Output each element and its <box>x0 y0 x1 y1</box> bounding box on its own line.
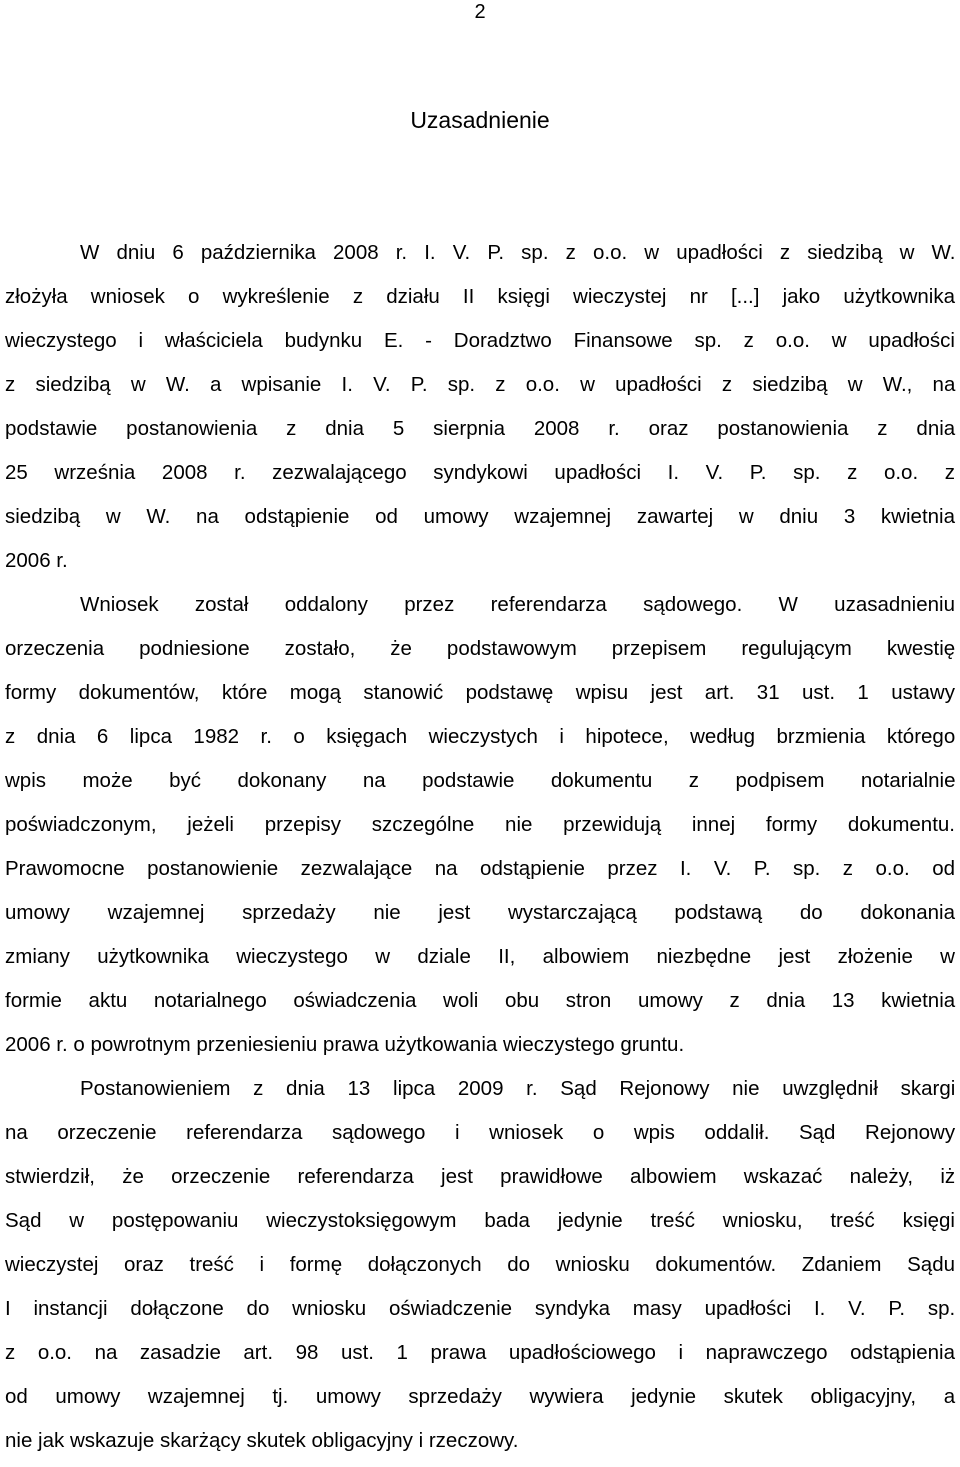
paragraph-1 <box>5 231 955 583</box>
paragraph-2 <box>5 583 955 1067</box>
text-line: wieczystego i właściciela budynku E. - Doradztwo Finansowe sp. z o.o. w upadłości <box>5 329 955 352</box>
text-line: Prawomocne postanowienie zezwalające na odstąpienie przez I. V. P. sp. z o.o. od <box>5 857 955 880</box>
text-line: W dniu 6 października 2008 r. I. V. P. sp. z o.o. w upadłości z siedzibą w W. <box>80 241 956 264</box>
text-line: z siedzibą w W. a wpisanie I. V. P. sp. z o.o. w upadłości z siedzibą w W., na <box>5 373 956 396</box>
text-line: stwierdził, że orzeczenie referendarza jest prawidłowe albowiem wskazać należy, iż <box>5 1165 956 1188</box>
text-line: 2006 r. o powrotnym przeniesieniu prawa użytkowania wieczystego gruntu. <box>5 1033 685 1056</box>
text-line: formie aktu notarialnego oświadczenia woli obu stron umowy z dnia 13 kwietnia <box>5 989 956 1012</box>
text-line: wpis może być dokonany na podstawie dokumentu z podpisem notarialnie <box>5 769 956 792</box>
text-line: wieczystej oraz treść i formę dołączonych do wniosku dokumentów. Zdaniem Sądu <box>5 1253 955 1276</box>
text-line: formy dokumentów, które mogą stanowić podstawę wpisu jest art. 31 ust. 1 ustawy <box>5 681 955 704</box>
text-line: poświadczonym, jeżeli przepisy szczególne nie przewidują innej formy dokumentu. <box>5 813 955 836</box>
paragraph-3 <box>5 1067 955 1463</box>
page-number: 2 <box>474 1 486 23</box>
text-line: na orzeczenie referendarza sądowego i wniosek o wpis oddalił. Sąd Rejonowy <box>5 1121 956 1144</box>
text-line: Postanowieniem z dnia 13 lipca 2009 r. Sąd Rejonowy nie uwzględnił skargi <box>80 1077 956 1100</box>
text-line: od umowy wzajemnej tj. umowy sprzedaży wywiera jedynie skutek obligacyjny, a <box>5 1385 956 1408</box>
text-line: orzeczenia podniesione zostało, że podstawowym przepisem regulującym kwestię <box>5 637 956 660</box>
text-line: podstawie postanowienia z dnia 5 sierpnia 2008 r. oraz postanowienia z dnia <box>5 417 956 440</box>
text-line: złożyła wniosek o wykreślenie z działu II księgi wieczystej nr [...] jako użytkownika <box>5 285 955 308</box>
text-line: Sąd w postępowaniu wieczystoksięgowym bada jedynie treść wniosku, treść księgi <box>5 1209 955 1232</box>
text-line: siedzibą w W. na odstąpienie od umowy wzajemnej zawartej w dniu 3 kwietnia <box>5 505 955 528</box>
text-line: umowy wzajemnej sprzedaży nie jest wystarczającą podstawą do dokonania <box>5 901 955 924</box>
text-line: zmiany użytkownika wieczystego w dziale II, albowiem niezbędne jest złożenie w <box>5 945 955 968</box>
document-title: Uzasadnienie <box>410 107 550 133</box>
document-body <box>5 231 955 1463</box>
text-line: nie jak wskazuje skarżący skutek obligacyjny i rzeczowy. <box>5 1429 519 1452</box>
text-line: z dnia 6 lipca 1982 r. o księgach wieczystych i hipotece, według brzmienia którego <box>5 725 956 748</box>
text-line: Wniosek został oddalony przez referendarza sądowego. W uzasadnieniu <box>80 593 955 616</box>
text-line: z o.o. na zasadzie art. 98 ust. 1 prawa upadłościowego i naprawczego odstąpienia <box>5 1341 955 1364</box>
text-line: 25 września 2008 r. zezwalającego syndykowi upadłości I. V. P. sp. z o.o. z <box>5 461 956 484</box>
text-line: I instancji dołączone do wniosku oświadczenie syndyka masy upadłości I. V. P. sp. <box>5 1297 956 1320</box>
text-line: 2006 r. <box>5 549 68 572</box>
